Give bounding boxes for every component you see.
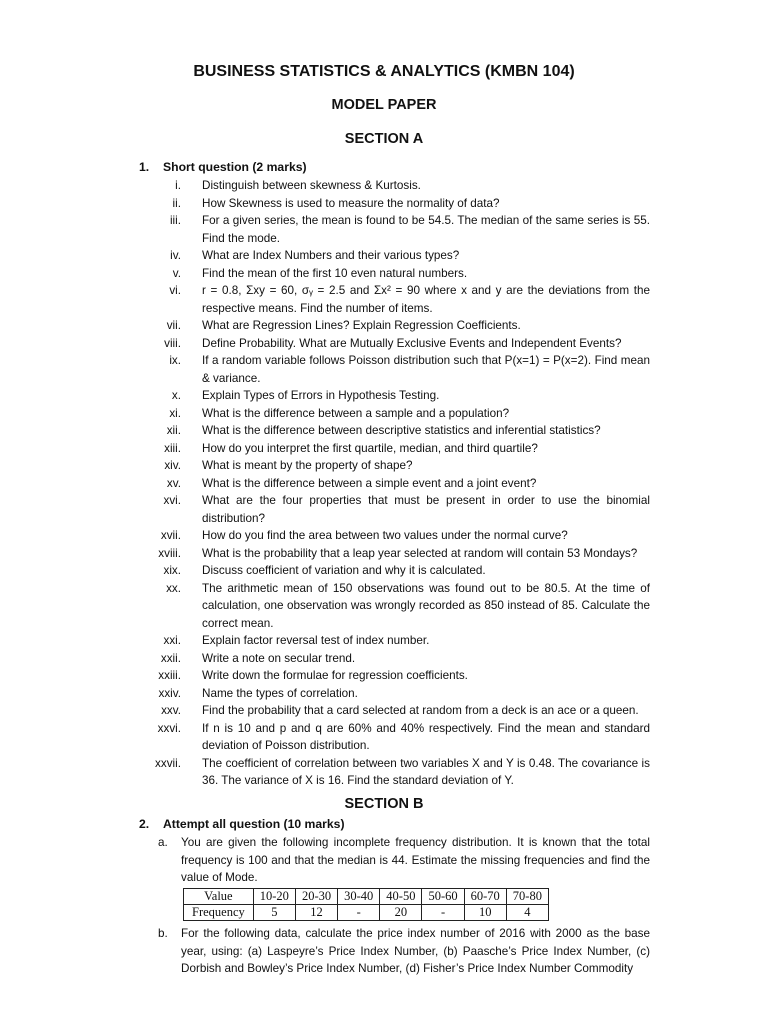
- item-numeral: xxiii.: [158, 669, 181, 682]
- item-text: What is the probability that a leap year selected at random will contain 53 Mondays?: [202, 546, 638, 560]
- question-1-number: 1.: [139, 160, 150, 174]
- item-numeral: xxv.: [161, 704, 181, 717]
- list-item: [0, 440, 768, 458]
- item-text: Define Probability. What are Mutually Exclusive Events and Independent Events?: [202, 336, 622, 350]
- item-text: The coefficient of correlation between two variables X and Y is 0.48. The covariance is 36. The variance of X is 16. Find the standard deviation of Y.: [202, 756, 650, 787]
- table-row-value: [184, 889, 549, 905]
- list-item: [0, 282, 768, 317]
- item-numeral: vii.: [166, 319, 181, 332]
- paper-subtitle: MODEL PAPER: [331, 97, 437, 113]
- list-item: [0, 265, 768, 283]
- table-row-frequency: [184, 905, 549, 921]
- item-text: Write a note on secular trend.: [202, 651, 356, 665]
- list-item: [0, 352, 768, 387]
- list-item: [0, 317, 768, 335]
- sub-question-label: b.: [158, 927, 168, 940]
- table-cell-class: 30-40: [338, 889, 380, 905]
- list-item: [0, 527, 768, 545]
- sub-question-a: [0, 834, 768, 887]
- item-text: Explain factor reversal test of index number.: [202, 634, 430, 647]
- table-cell-class: 70-80: [506, 889, 548, 905]
- item-numeral: xvii.: [160, 529, 181, 542]
- table-cell-frequency: 4: [506, 905, 548, 921]
- table-cell-class: 60-70: [464, 889, 506, 905]
- item-numeral: xviii.: [158, 546, 181, 560]
- table-cell-frequency: 20: [380, 905, 422, 921]
- list-item: [0, 632, 768, 650]
- item-numeral: xi.: [169, 406, 181, 420]
- frequency-table: [183, 888, 549, 921]
- item-numeral: xx.: [166, 581, 181, 595]
- item-numeral: xxii.: [160, 651, 181, 665]
- item-text: Explain Types of Errors in Hypothesis Testing.: [202, 389, 440, 402]
- list-item: [0, 685, 768, 703]
- item-text: What is the difference between a simple event and a joint event?: [202, 476, 537, 490]
- item-text: The arithmetic mean of 150 observations was found out to be 80.5. At the time of calculation, one observation was wrongly recorded as 850 instead of 85. Calculate the correct mean.: [202, 581, 650, 630]
- item-numeral: i.: [175, 179, 181, 192]
- list-item: [0, 195, 768, 213]
- table-cell-class: 20-30: [295, 889, 337, 905]
- sub-question-text: You are given the following incomplete frequency distribution. It is known that the total frequency is 100 and that the median is 44. Estimate the missing frequencies and find the value of Mode.: [181, 836, 650, 884]
- item-numeral: v.: [172, 266, 181, 280]
- item-text: For a given series, the mean is found to be 54.5. The median of the same series is 55. Find the mode.: [202, 214, 650, 245]
- list-item: [0, 650, 768, 668]
- item-text: Discuss coefficient of variation and why it is calculated.: [202, 564, 486, 577]
- item-text: How do you find the area between two values under the normal curve?: [202, 529, 568, 542]
- item-text: How Skewness is used to measure the normality of data?: [202, 196, 500, 210]
- item-text: What is the difference between a sample and a population?: [202, 406, 510, 420]
- question-2-heading: [139, 817, 345, 831]
- table-cell-class: 10-20: [253, 889, 295, 905]
- table-cell-frequency: -: [422, 905, 464, 921]
- question-1-title: Short question (2 marks): [163, 160, 307, 174]
- question-2-part-a: [0, 834, 768, 887]
- table-header-value: Value: [184, 889, 254, 905]
- item-text: Write down the formulae for regression coefficients.: [202, 669, 468, 682]
- item-numeral: xv.: [166, 476, 181, 490]
- item-numeral: xiv.: [164, 459, 181, 472]
- item-text: What is meant by the property of shape?: [202, 459, 413, 472]
- item-numeral: xxvi.: [157, 721, 181, 735]
- item-text: What are the four properties that must be present in order to use the binomial distribution?: [202, 494, 650, 525]
- list-item: [0, 212, 768, 247]
- item-numeral: xxiv.: [158, 686, 181, 700]
- list-item: [0, 475, 768, 493]
- item-text: Find the probability that a card selected at random from a deck is an ace or a queen.: [202, 704, 639, 717]
- list-item: [0, 422, 768, 440]
- list-item: [0, 457, 768, 475]
- item-numeral: xxi.: [163, 634, 181, 647]
- question-2-part-b: [0, 925, 768, 978]
- item-numeral: xxvii.: [155, 756, 181, 770]
- item-text: What is the difference between descriptive statistics and inferential statistics?: [202, 424, 601, 437]
- item-text: Name the types of correlation.: [202, 686, 358, 700]
- sub-question-b: [0, 925, 768, 978]
- item-numeral: ix.: [169, 354, 181, 367]
- list-item: [0, 492, 768, 527]
- item-numeral: vi.: [169, 284, 181, 297]
- sub-question-label: a.: [158, 836, 168, 849]
- item-text: If n is 10 and p and q are 60% and 40% respectively. Find the mean and standard deviation of Poisson distribution.: [202, 721, 650, 752]
- sub-question-text: For the following data, calculate the price index number of 2016 with 2000 as the base year, using: (a) Laspeyre’s Price Index Number, (b) Paasche’s Price Index Number, (c) Dorbish and Bowley’s Price Index Number, (d) Fisher’s Price Index Number Commodity: [181, 927, 650, 975]
- list-item: [0, 702, 768, 720]
- item-numeral: viii.: [164, 336, 181, 350]
- question-1-heading: [139, 160, 307, 174]
- list-item: [0, 720, 768, 755]
- list-item: [0, 545, 768, 563]
- list-item: [0, 177, 768, 195]
- item-text: r = 0.8, Σxy = 60, σᵧ = 2.5 and Σx² = 90 where x and y are the deviations from the respective means. Find the number of items.: [202, 284, 650, 315]
- table-cell-frequency: 12: [295, 905, 337, 921]
- table-cell-frequency: 10: [464, 905, 506, 921]
- question-1-list: [0, 177, 768, 790]
- item-numeral: xvi.: [163, 494, 181, 507]
- list-item: [0, 405, 768, 423]
- item-numeral: iii.: [169, 214, 181, 227]
- table-cell-frequency: -: [338, 905, 380, 921]
- item-text: If a random variable follows Poisson distribution such that P(x=1) = P(x=2). Find mean & variance.: [202, 354, 650, 385]
- item-numeral: ii.: [172, 196, 181, 210]
- list-item: [0, 667, 768, 685]
- item-text: What are Index Numbers and their various types?: [202, 249, 460, 262]
- question-2-number: 2.: [139, 817, 150, 831]
- list-item: [0, 562, 768, 580]
- item-numeral: xiii.: [164, 441, 181, 455]
- table-header-frequency: Frequency: [184, 905, 254, 921]
- item-numeral: xix.: [163, 564, 181, 577]
- question-2-title: Attempt all question (10 marks): [163, 817, 345, 831]
- list-item: [0, 755, 768, 790]
- section-a-heading: SECTION A: [344, 131, 424, 147]
- list-item: [0, 247, 768, 265]
- paper-title: BUSINESS STATISTICS & ANALYTICS (KMBN 104): [193, 63, 575, 80]
- item-numeral: xii.: [166, 424, 181, 437]
- item-text: What are Regression Lines? Explain Regression Coefficients.: [202, 319, 521, 332]
- list-item: [0, 335, 768, 353]
- item-numeral: iv.: [170, 249, 181, 262]
- section-b-heading: SECTION B: [344, 796, 424, 812]
- item-numeral: x.: [171, 389, 181, 402]
- list-item: [0, 387, 768, 405]
- table-cell-frequency: 5: [253, 905, 295, 921]
- table-cell-class: 40-50: [380, 889, 422, 905]
- item-text: Distinguish between skewness & Kurtosis.: [202, 179, 421, 192]
- item-text: How do you interpret the first quartile, median, and third quartile?: [202, 441, 538, 455]
- item-text: Find the mean of the first 10 even natural numbers.: [202, 266, 468, 280]
- list-item: [0, 580, 768, 633]
- table-cell-class: 50-60: [422, 889, 464, 905]
